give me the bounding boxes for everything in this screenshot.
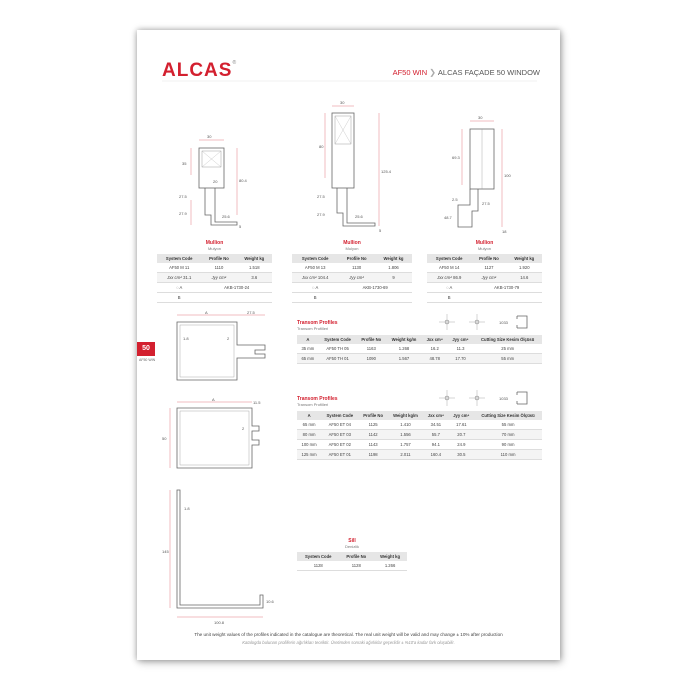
connector-code: 1033 [499, 396, 508, 401]
mullion-1-heading: Mullion Mulyon [205, 240, 224, 251]
header-divider [137, 80, 560, 82]
alcas-logo: ALCAS® [162, 60, 238, 81]
transom-2-table: A System Code Profile No Weight kg/m Jxx cm⁴ Jyy cm⁴ Cutting Size Kesim Ölçüsü 65 mm AF50 ET 04 1125 1.410 34.51 17.61 55 mm 80 mm AF50 ET 03 1142 1.556 55.7 20.7 70 mm 100 mm AF50 ET 02 1143 1.757 94.1 24.9 90 mm 125 mm AF50 ET 01 1198 2.011 160.4 30.5 110 mm [297, 411, 542, 460]
dim-label: 10.6 [266, 599, 274, 604]
transom-1-drawing [167, 310, 287, 390]
gasket-icon: ◌ [312, 285, 315, 290]
header-title: ALCAS FAÇADE 50 WINDOW [437, 68, 540, 77]
transom-1-table: A System Code Profile No Weight kg/m Jxx cm⁴ Jyy cm⁴ Cutting Size Kesim Ölçüsü 35 mm AF50 TH 05 1163 1.268 16.2 11.3 25 mm 65 mm AF50 TH 01 1090 1.567 48.78 17.70 55 mm [297, 335, 542, 364]
dim-label: 35 [182, 161, 187, 166]
footer-note-en: The unit weight values of the profiles indicated in the catalogue are theoretical. The real unit weight will be valid and may change ± 10% after production [194, 632, 503, 637]
page-number-tab: 50 [137, 342, 155, 356]
dim-label: 30 [478, 115, 483, 120]
dim-label: 30 [340, 100, 345, 105]
axis-y-icon [469, 314, 485, 330]
dim-label: A [212, 397, 215, 402]
mullion-2-drawing [317, 98, 417, 258]
transom-1-heading: Transom Profiles Transom Profilleri [297, 320, 338, 331]
dim-label: 2 [227, 336, 230, 341]
dim-label: 48.7 [444, 215, 452, 220]
dim-label: 100 [504, 173, 511, 178]
mullion-3-heading: Mullion Mulyon [475, 240, 494, 251]
dim-label: 69.3 [452, 155, 460, 160]
dim-label: 50 [162, 436, 167, 441]
dim-label: 11.5 [253, 400, 261, 405]
page-header-title [393, 68, 540, 77]
connector-icon [517, 392, 527, 404]
dim-label: 25.6 [222, 214, 230, 219]
catalogue-page [137, 30, 560, 660]
dim-label: 27.5 [317, 194, 325, 199]
dim-label: A [205, 310, 208, 315]
mullion-2-table: System Code Profile No Weight kg AF50 M 13 1130 1.806 Jxx cm⁴ 104.4 Jyy cm⁴ 9 ◌ A AKB-1730-69 B [292, 254, 412, 303]
dim-label: 20 [213, 179, 218, 184]
dim-label: 145 [162, 549, 169, 554]
axis-x-icon [439, 314, 455, 330]
dim-label: 100.8 [214, 620, 225, 625]
dim-label: 2.5 [452, 197, 458, 202]
dim-label: 30 [207, 134, 212, 139]
page-number-subtitle: AF50 WIN [139, 358, 156, 362]
dim-label: 5 [239, 224, 242, 229]
sill-table: System Code Profile No Weight kg 1128 1128 1.266 [297, 552, 407, 571]
dim-label: 25.6 [355, 214, 363, 219]
footer-note-tr: Katalogda bulunan profillerin ağırlıkları teoriktir. Üretimden sonraki ağırlıklar geçerlidir ± %10'a kadar fark oluşabilir. [242, 640, 455, 645]
mullion-3-drawing [442, 115, 542, 245]
mullion-3-table: System Code Profile No Weight kg AF50 M 14 1127 1.920 Jxx cm⁴ 86.9 Jyy cm⁴ 14.6 ◌ A AKB-1730-79 B [427, 254, 542, 303]
mullion-2-heading: Mullion Mulyon [343, 240, 361, 251]
dim-label: 27.9 [179, 211, 187, 216]
transom-2-heading: Transom Profiles Transom Profilleri [297, 396, 338, 407]
dim-label: 80.4 [239, 178, 247, 183]
gasket-icon: ◌ [176, 285, 179, 290]
dim-label: 2 [242, 426, 245, 431]
dim-label: 80 [319, 144, 324, 149]
dim-label: 1.8 [183, 336, 189, 341]
dim-label: 125.4 [381, 169, 392, 174]
transom-1-symbols [437, 312, 547, 332]
sill-heading: Sill Denizlik [344, 538, 359, 549]
dim-label: 1.8 [184, 506, 190, 511]
gasket-icon: ◌ [446, 285, 449, 290]
transom-2-drawing [162, 397, 287, 478]
connector-code: 1033 [499, 320, 508, 325]
header-code: AF50 WIN [392, 68, 428, 77]
axis-x-icon [439, 390, 455, 406]
sill-drawing [162, 485, 282, 625]
dim-label: 27.9 [317, 212, 325, 217]
mullion-1-drawing [177, 130, 277, 240]
mullion-1-table: System Code Profile No Weight kg AF50 M 11 1110 1.518 Jxx cm⁴ 31.1 Jyy cm⁴ 3.6 ◌ A AKB-1730-24 B [157, 254, 272, 303]
connector-icon [517, 316, 527, 328]
dim-label: 27.5 [179, 194, 187, 199]
dim-label: 18 [502, 229, 507, 234]
dim-label: 27.5 [482, 201, 490, 206]
axis-y-icon [469, 390, 485, 406]
transom-2-symbols [437, 388, 547, 408]
chevron-right-icon: ❯ [429, 68, 436, 77]
dim-label: 27.5 [247, 310, 255, 315]
dim-label: 5 [379, 228, 382, 233]
